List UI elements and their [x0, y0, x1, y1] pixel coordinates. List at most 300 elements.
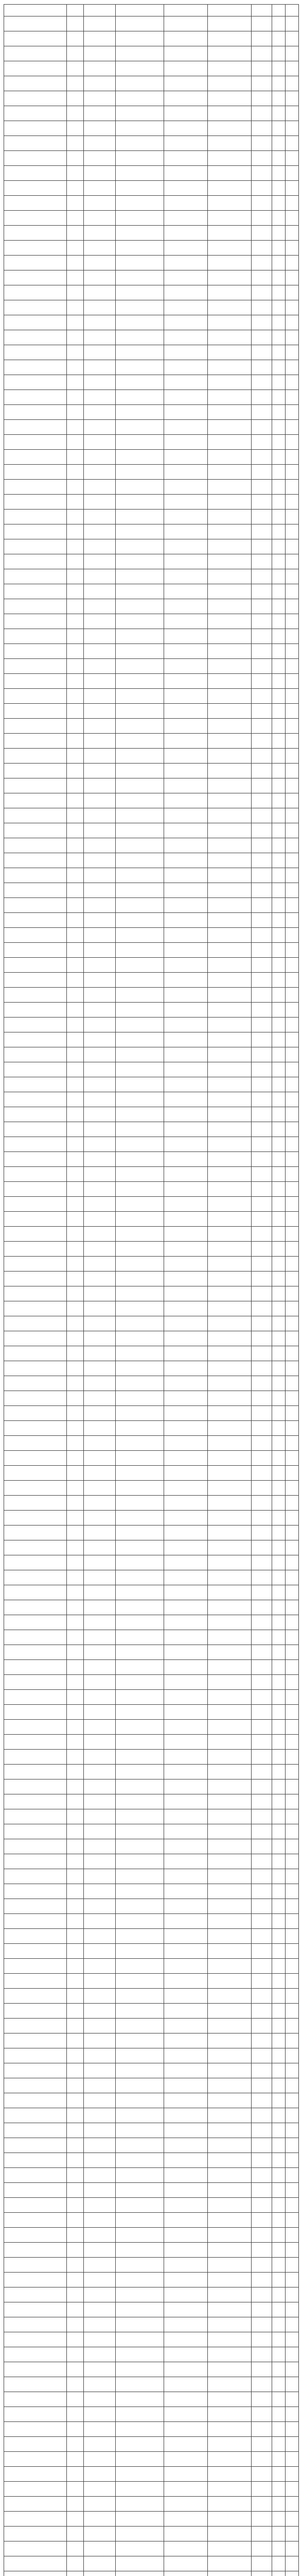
table-cell — [4, 2123, 67, 2138]
table-cell — [4, 495, 67, 510]
table-cell — [286, 913, 299, 928]
table-cell — [116, 166, 164, 181]
table-cell — [67, 1316, 84, 1331]
table-cell — [116, 2377, 164, 2392]
table-cell — [252, 106, 272, 121]
table-cell — [286, 958, 299, 973]
table-cell — [272, 196, 286, 211]
table-cell — [286, 420, 299, 435]
table-row — [4, 61, 299, 76]
table-cell — [252, 2497, 272, 2512]
table-cell — [252, 2527, 272, 2541]
table-cell — [286, 435, 299, 450]
table-cell — [252, 330, 272, 345]
table-cell — [164, 1032, 208, 1047]
table-cell — [67, 1257, 84, 1272]
table-cell — [252, 1989, 272, 2004]
table-cell — [208, 226, 252, 241]
table-row — [4, 644, 299, 659]
table-cell — [4, 510, 67, 524]
table-cell — [84, 1361, 116, 1376]
table-cell — [272, 2198, 286, 2213]
table-cell — [4, 853, 67, 868]
table-cell — [164, 2302, 208, 2317]
table-cell — [252, 1824, 272, 1839]
table-cell — [252, 1555, 272, 1570]
table-cell — [208, 121, 252, 136]
table-cell — [67, 1555, 84, 1570]
table-cell — [272, 151, 286, 166]
table-cell — [252, 1257, 272, 1272]
table-cell — [252, 211, 272, 226]
table-cell — [84, 2571, 116, 2576]
table-cell — [208, 2556, 252, 2571]
table-cell — [286, 764, 299, 778]
table-row — [4, 1406, 299, 1421]
table-cell — [4, 61, 67, 76]
table-cell — [4, 2093, 67, 2108]
table-cell — [208, 1690, 252, 1705]
table-cell — [4, 2422, 67, 2437]
table-cell — [4, 1914, 67, 1929]
table-cell — [164, 2228, 208, 2243]
table-cell — [4, 2048, 67, 2063]
table-cell — [252, 226, 272, 241]
table-cell — [272, 1346, 286, 1361]
table-cell — [208, 778, 252, 793]
table-cell — [208, 1018, 252, 1032]
table-cell — [208, 2258, 252, 2273]
table-cell — [4, 2213, 67, 2228]
table-cell — [286, 1376, 299, 1391]
table-cell — [67, 1062, 84, 1077]
table-cell — [208, 2317, 252, 2332]
table-cell — [286, 1750, 299, 1765]
table-cell — [286, 928, 299, 943]
table-cell — [208, 1914, 252, 1929]
table-cell — [252, 181, 272, 196]
table-cell — [164, 629, 208, 644]
table-cell — [272, 1436, 286, 1451]
table-cell — [84, 1107, 116, 1122]
table-cell — [4, 2243, 67, 2258]
table-cell — [208, 1511, 252, 1526]
table-row — [4, 2317, 299, 2332]
table-cell — [208, 913, 252, 928]
table-cell — [252, 1660, 272, 1675]
table-cell — [116, 1540, 164, 1555]
table-cell — [208, 988, 252, 1003]
table-cell — [252, 793, 272, 808]
table-cell — [116, 1780, 164, 1794]
table-cell — [4, 2407, 67, 2422]
table-cell — [286, 1765, 299, 1780]
table-cell — [272, 1511, 286, 1526]
table-cell — [272, 704, 286, 719]
table-cell — [286, 1421, 299, 1436]
table-row — [4, 405, 299, 420]
table-cell — [208, 1092, 252, 1107]
table-cell — [252, 913, 272, 928]
table-cell — [164, 1107, 208, 1122]
table-cell — [164, 465, 208, 480]
table-cell — [116, 749, 164, 764]
table-cell — [84, 196, 116, 211]
table-cell — [4, 420, 67, 435]
table-cell — [116, 151, 164, 166]
table-row — [4, 1780, 299, 1794]
table-cell — [84, 943, 116, 958]
table-cell — [67, 659, 84, 674]
table-cell — [116, 2497, 164, 2512]
table-cell — [252, 2213, 272, 2228]
table-cell — [4, 2392, 67, 2407]
table-cell — [286, 1242, 299, 1257]
table-cell — [67, 1077, 84, 1092]
table-cell — [208, 285, 252, 300]
table-cell — [286, 2407, 299, 2422]
table-cell — [116, 2512, 164, 2527]
table-cell — [84, 1809, 116, 1824]
table-cell — [4, 1167, 67, 1182]
table-cell — [116, 2571, 164, 2576]
table-cell — [272, 1615, 286, 1630]
table-cell — [252, 1316, 272, 1331]
table-cell — [208, 270, 252, 285]
table-cell — [67, 61, 84, 76]
table-cell — [67, 838, 84, 853]
table-cell — [286, 1137, 299, 1152]
table-cell — [252, 1839, 272, 1854]
table-cell — [286, 211, 299, 226]
table-cell — [84, 2019, 116, 2033]
table-cell — [4, 2527, 67, 2541]
table-body — [4, 16, 299, 2576]
table-cell — [84, 181, 116, 196]
table-cell — [252, 1182, 272, 1197]
table-cell — [208, 1047, 252, 1062]
table-cell — [116, 1376, 164, 1391]
table-cell — [208, 853, 252, 868]
table-cell — [208, 2452, 252, 2467]
table-cell — [272, 1286, 286, 1301]
table-cell — [84, 1929, 116, 1944]
table-row — [4, 689, 299, 704]
table-cell — [84, 823, 116, 838]
table-cell — [286, 1406, 299, 1421]
table-cell — [286, 1585, 299, 1600]
table-cell — [286, 659, 299, 674]
table-row — [4, 1152, 299, 1167]
table-cell — [286, 2033, 299, 2048]
table-cell — [116, 1003, 164, 1018]
table-cell — [116, 1690, 164, 1705]
table-cell — [164, 569, 208, 584]
table-cell — [4, 2273, 67, 2287]
table-cell — [84, 644, 116, 659]
table-cell — [164, 1974, 208, 1989]
table-cell — [252, 1585, 272, 1600]
table-cell — [4, 599, 67, 614]
table-cell — [272, 1630, 286, 1645]
table-cell — [208, 1705, 252, 1720]
table-cell — [252, 1436, 272, 1451]
table-cell — [84, 2541, 116, 2556]
table-cell — [164, 973, 208, 988]
table-cell — [116, 1615, 164, 1630]
table-cell — [286, 2138, 299, 2153]
table-row — [4, 719, 299, 734]
table-cell — [84, 1272, 116, 1286]
table-cell — [116, 256, 164, 270]
table-cell — [84, 1705, 116, 1720]
table-cell — [164, 31, 208, 46]
table-cell — [4, 435, 67, 450]
table-cell — [84, 749, 116, 764]
table-cell — [4, 2198, 67, 2213]
table-cell — [272, 1301, 286, 1316]
table-cell — [4, 2183, 67, 2198]
column-header — [4, 5, 67, 16]
table-row — [4, 1511, 299, 1526]
table-cell — [116, 1257, 164, 1272]
table-cell — [116, 1511, 164, 1526]
table-cell — [252, 1137, 272, 1152]
table-cell — [84, 480, 116, 495]
table-cell — [208, 1570, 252, 1585]
table-cell — [67, 390, 84, 405]
table-cell — [164, 554, 208, 569]
table-cell — [272, 2078, 286, 2093]
table-row — [4, 1107, 299, 1122]
table-cell — [116, 1899, 164, 1914]
table-cell — [208, 1765, 252, 1780]
table-cell — [252, 1914, 272, 1929]
table-cell — [4, 226, 67, 241]
table-cell — [208, 196, 252, 211]
table-cell — [208, 360, 252, 375]
table-cell — [116, 584, 164, 599]
table-cell — [164, 1526, 208, 1540]
table-cell — [67, 704, 84, 719]
table-row — [4, 1526, 299, 1540]
table-cell — [252, 2512, 272, 2527]
table-row — [4, 1272, 299, 1286]
table-cell — [4, 1376, 67, 1391]
table-row — [4, 749, 299, 764]
table-cell — [272, 2153, 286, 2168]
table-cell — [116, 2153, 164, 2168]
table-cell — [116, 539, 164, 554]
table-cell — [286, 1555, 299, 1570]
table-cell — [4, 1003, 67, 1018]
table-cell — [116, 2198, 164, 2213]
table-cell — [208, 1077, 252, 1092]
table-cell — [164, 2332, 208, 2347]
table-cell — [208, 1481, 252, 1496]
table-cell — [286, 1481, 299, 1496]
table-cell — [164, 539, 208, 554]
table-cell — [67, 2019, 84, 2033]
table-cell — [84, 2377, 116, 2392]
table-cell — [116, 1316, 164, 1331]
table-cell — [67, 405, 84, 420]
table-row — [4, 1959, 299, 1974]
table-cell — [272, 1197, 286, 1212]
table-cell — [208, 136, 252, 151]
table-cell — [67, 943, 84, 958]
table-cell — [272, 2317, 286, 2332]
table-cell — [84, 91, 116, 106]
table-cell — [84, 1376, 116, 1391]
table-cell — [286, 405, 299, 420]
table-cell — [208, 166, 252, 181]
table-cell — [4, 2302, 67, 2317]
table-row — [4, 913, 299, 928]
table-cell — [272, 883, 286, 898]
table-cell — [272, 1854, 286, 1869]
table-cell — [286, 2093, 299, 2108]
table-cell — [116, 2556, 164, 2571]
table-cell — [67, 1929, 84, 1944]
table-cell — [272, 2527, 286, 2541]
table-cell — [164, 1839, 208, 1854]
table-cell — [4, 704, 67, 719]
table-cell — [286, 1884, 299, 1899]
table-cell — [116, 1660, 164, 1675]
table-cell — [4, 2168, 67, 2183]
table-cell — [67, 1585, 84, 1600]
table-cell — [252, 1481, 272, 1496]
table-cell — [116, 1167, 164, 1182]
table-cell — [4, 151, 67, 166]
table-cell — [4, 285, 67, 300]
table-cell — [252, 1466, 272, 1481]
table-cell — [116, 1555, 164, 1570]
table-cell — [252, 1242, 272, 1257]
table-cell — [208, 1869, 252, 1884]
table-cell — [272, 778, 286, 793]
table-row — [4, 285, 299, 300]
table-cell — [272, 2541, 286, 2556]
table-cell — [116, 1286, 164, 1301]
table-cell — [116, 1032, 164, 1047]
table-cell — [208, 2048, 252, 2063]
table-cell — [164, 2048, 208, 2063]
table-cell — [116, 1929, 164, 1944]
table-cell — [67, 1765, 84, 1780]
table-cell — [272, 2228, 286, 2243]
table-cell — [208, 2108, 252, 2123]
table-cell — [272, 584, 286, 599]
table-cell — [208, 719, 252, 734]
table-cell — [286, 91, 299, 106]
table-cell — [116, 2527, 164, 2541]
table-cell — [84, 2078, 116, 2093]
table-cell — [208, 1212, 252, 1227]
table-row — [4, 166, 299, 181]
table-cell — [252, 1451, 272, 1466]
table-cell — [67, 375, 84, 390]
table-cell — [4, 1242, 67, 1257]
table-cell — [286, 1899, 299, 1914]
table-cell — [116, 853, 164, 868]
table-cell — [67, 420, 84, 435]
table-cell — [116, 2317, 164, 2332]
table-cell — [252, 76, 272, 91]
table-cell — [164, 1331, 208, 1346]
table-cell — [286, 315, 299, 330]
table-cell — [208, 524, 252, 539]
table-cell — [252, 196, 272, 211]
table-cell — [4, 76, 67, 91]
table-cell — [116, 1346, 164, 1361]
table-cell — [67, 1914, 84, 1929]
table-cell — [208, 659, 252, 674]
table-cell — [286, 2422, 299, 2437]
table-cell — [116, 1720, 164, 1735]
table-cell — [4, 644, 67, 659]
table-cell — [164, 2273, 208, 2287]
table-cell — [208, 1974, 252, 1989]
table-cell — [208, 2093, 252, 2108]
table-cell — [4, 1511, 67, 1526]
table-cell — [164, 166, 208, 181]
table-cell — [84, 300, 116, 315]
table-cell — [4, 181, 67, 196]
table-cell — [4, 2258, 67, 2273]
table-cell — [286, 719, 299, 734]
table-row — [4, 734, 299, 749]
table-cell — [252, 524, 272, 539]
table-cell — [272, 2452, 286, 2467]
table-cell — [286, 465, 299, 480]
table-cell — [164, 1436, 208, 1451]
table-row — [4, 2019, 299, 2033]
table-cell — [67, 1720, 84, 1735]
table-cell — [208, 1227, 252, 1242]
table-row — [4, 569, 299, 584]
table-cell — [4, 2078, 67, 2093]
table-cell — [116, 1645, 164, 1660]
table-cell — [272, 375, 286, 390]
table-cell — [116, 1197, 164, 1212]
table-cell — [164, 1003, 208, 1018]
table-cell — [286, 793, 299, 808]
table-cell — [4, 1540, 67, 1555]
table-cell — [208, 793, 252, 808]
table-cell — [116, 554, 164, 569]
table-cell — [272, 2422, 286, 2437]
table-row — [4, 629, 299, 644]
table-cell — [164, 1182, 208, 1197]
table-cell — [208, 1436, 252, 1451]
table-cell — [272, 1406, 286, 1421]
table-cell — [116, 360, 164, 375]
table-cell — [116, 345, 164, 360]
column-header — [164, 5, 208, 16]
table-cell — [84, 2512, 116, 2527]
table-row — [4, 1675, 299, 1690]
table-cell — [208, 465, 252, 480]
table-cell — [116, 435, 164, 450]
table-cell — [208, 2407, 252, 2422]
table-cell — [208, 1361, 252, 1376]
table-cell — [116, 2437, 164, 2452]
table-cell — [252, 121, 272, 136]
table-cell — [252, 1062, 272, 1077]
table-cell — [4, 1361, 67, 1376]
